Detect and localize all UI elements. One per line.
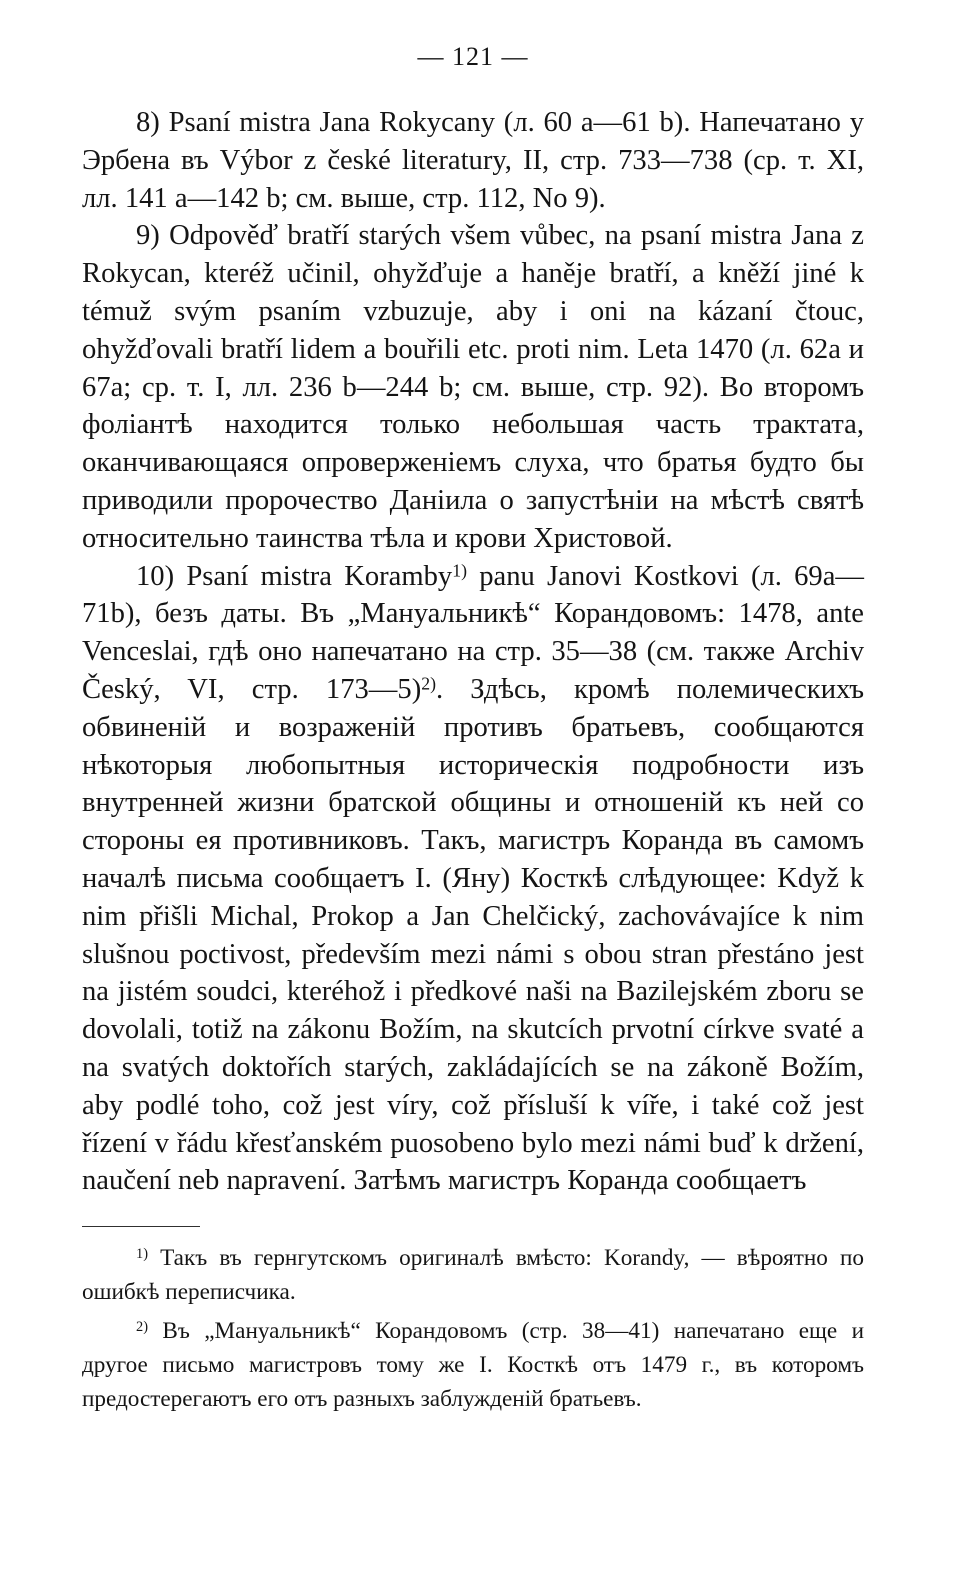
item-9-paragraph: 9) Odpověď bratří starých všem vůbec, na psaní mistra Jana z Rokycan, kteréž učinil, ohyžďuje a haněje bratří, a kněží jiné k témuž svým psaním vzbuzuje, aby i oni na kázaní čtouc, ohyžďovali bratří lidem a bouřili etc. proti nim. Leta 1470 (л. 62а и 67а; ср. т. I, лл. 236 b—244 b; см. выше, стр. 92). Во второмъ фоліантѣ находится только небольшая часть трактата, оканчивающаяся опроверженіемъ слуха, что братья будто бы приводили пророчество Даніила о запустѣніи на мѣстѣ святѣ относительно таинства тѣла и крови Христовой. bbox=[82, 220, 864, 554]
book-page bbox=[82, 40, 864, 1421]
item-8-paragraph: 8) Psaní mistra Jana Rokycany (л. 60 а—61 b). Напечатано у Эрбена въ Výbor z české literatury, II, стр. 733—738 (ср. т. XI, лл. 141 а—142 b; см. выше, стр. 112, No 9). bbox=[82, 107, 864, 214]
item-10-closing-text: . Здѣсь, кромѣ полемическихъ обвиненій и возраженій противъ братьевъ, сообщаются нѣкоторыя любопытныя историческія подробности изъ внутренней жизни братской общины и отношеній къ ней со стороны ея противниковъ. Такъ, магистръ Коранда въ самомъ началѣ письма сообщаетъ I. (Яну) Косткѣ слѣдующее: Když k nim přišli Michal, Prokop a Jan Chelčický, zachovávajíce k nim slušnou poctivost, především mezi námi s obou stran přestáno jest na jistém soudci, kteréhož i předkové naši na Bazilejském zboru se dovolali, totiž na zákonu Božím, na skutcích prvotní církve svaté a na svatých doktořích starých, zakládajících se na zákoně Božím, aby podlé toho, což jest víry, což přísluší k víře, i také což jest řízení v řádu křesťanském puosobeno bylo mezi námi buď k držení, naučení neb napravení. Затѣмъ магистръ Коранда сообщаетъ bbox=[82, 673, 864, 1197]
footnote-1-text: Такъ въ гернгутскомъ оригиналѣ вмѣсто: Korandy, — вѣроятно по ошибкѣ переписчика. bbox=[82, 1245, 864, 1306]
footnote-2-text: Въ „Мануальникѣ“ Корандовомъ (стр. 38—41) напечатано еще и другое письмо магистровъ тому же I. Косткѣ отъ 1479 г., въ которомъ предостерегаютъ его отъ разныхъ заблужденій братьевъ. bbox=[82, 1318, 864, 1413]
footnote-2-mark: 2) bbox=[136, 1319, 148, 1336]
item-10-paragraph bbox=[82, 558, 864, 1201]
footnote-separator bbox=[82, 1226, 200, 1227]
main-text bbox=[82, 104, 864, 1200]
footnote-reference-1: 1) bbox=[452, 560, 467, 581]
footnote-1 bbox=[82, 1241, 864, 1309]
footnote-1-mark: 1) bbox=[136, 1246, 148, 1263]
page-number: — 121 — bbox=[417, 42, 529, 71]
item-10-opening-text: 10) Psaní mistra Koramby bbox=[136, 560, 453, 592]
item-10-middle-text: panu Janovi Kostkovi (л. 69а—71b), безъ даты. Въ „Мануальникѣ“ Корандовомъ: 1478, ante Venceslai, гдѣ оно напечатано на стр. 35—38 (см. также Archiv Český, VI, стр. 173—5) bbox=[82, 560, 864, 705]
footnotes bbox=[82, 1241, 864, 1416]
footnote-2 bbox=[82, 1314, 864, 1416]
footnote-reference-2: 2) bbox=[421, 673, 436, 694]
